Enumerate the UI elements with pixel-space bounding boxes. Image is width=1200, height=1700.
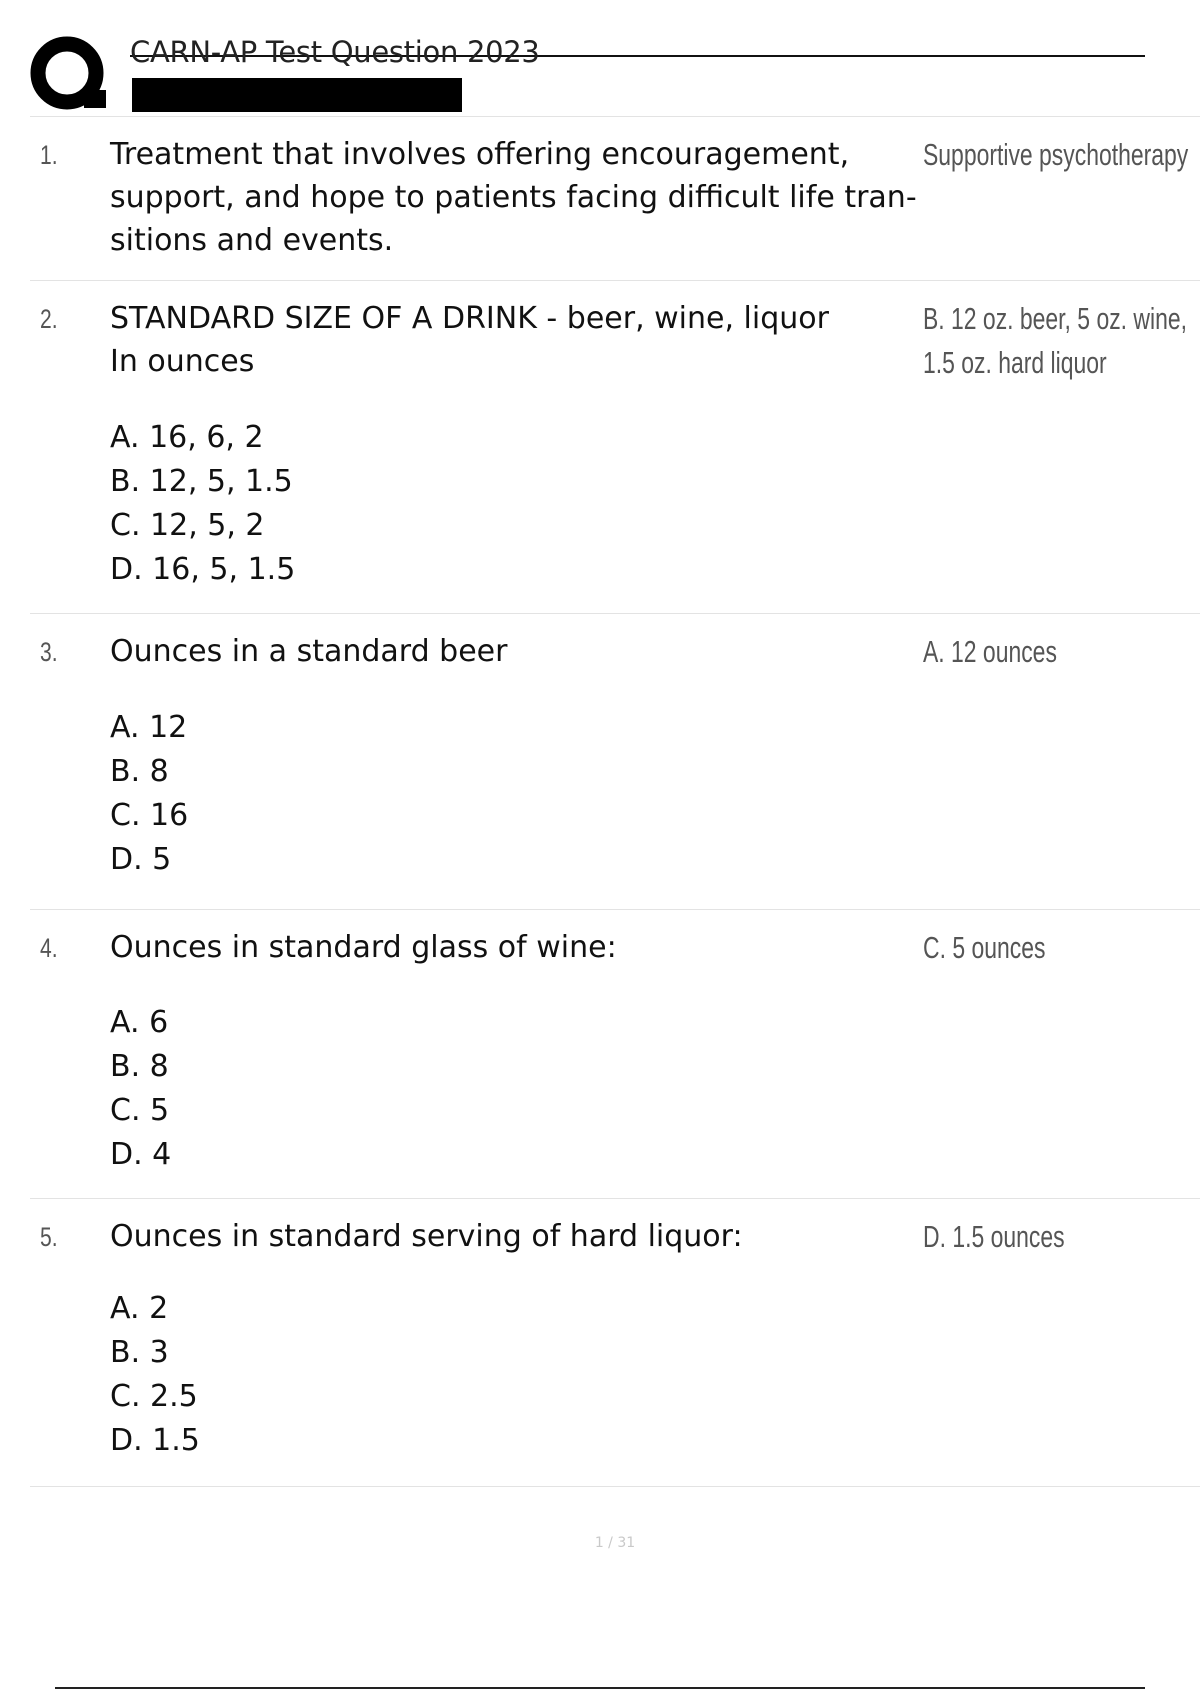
question-line: support, and hope to patients facing difficult life tran- xyxy=(110,180,917,215)
question-list xyxy=(30,116,1200,1487)
answer-line: 1.5 oz. hard liquor xyxy=(923,345,1107,380)
option-b: B. 3 xyxy=(110,1335,169,1370)
question-row-5 xyxy=(30,1199,1200,1487)
question-line: In ounces xyxy=(110,344,255,379)
question-text xyxy=(110,133,950,262)
question-number: 3. xyxy=(40,637,58,667)
question-text xyxy=(110,630,950,673)
question-line: Ounces in standard glass of wine: xyxy=(110,930,617,965)
option-b: B. 12, 5, 1.5 xyxy=(110,464,293,499)
answer-text xyxy=(923,133,1189,177)
option-c: C. 16 xyxy=(110,798,189,833)
question-row-1 xyxy=(30,117,1200,281)
option-b: B. 8 xyxy=(110,754,169,789)
page-indicator: 1 / 31 xyxy=(594,1535,636,1551)
answer-text xyxy=(923,297,1187,385)
question-line: STANDARD SIZE OF A DRINK - beer, wine, liquor xyxy=(110,301,829,336)
question-row-4 xyxy=(30,910,1200,1199)
question-line: Ounces in standard serving of hard liquor: xyxy=(110,1219,743,1254)
option-c: C. 2.5 xyxy=(110,1379,198,1414)
question-line: Ounces in a standard beer xyxy=(110,634,508,669)
question-number: 4. xyxy=(40,933,58,963)
answer-options xyxy=(110,1287,200,1463)
option-d: D. 4 xyxy=(110,1137,172,1172)
option-d: D. 16, 5, 1.5 xyxy=(110,552,296,587)
option-b: B. 8 xyxy=(110,1049,169,1084)
question-row-2 xyxy=(30,281,1200,614)
answer-options xyxy=(110,416,295,592)
question-text xyxy=(110,297,950,383)
answer-options xyxy=(110,1001,171,1177)
question-line: sitions and events. xyxy=(110,223,394,258)
question-text xyxy=(110,1215,950,1258)
answer-line: C. 5 ounces xyxy=(923,930,1046,965)
option-c: C. 5 xyxy=(110,1093,170,1128)
document-title: CARN-AP Test Question 2023 xyxy=(130,35,540,69)
answer-text xyxy=(923,926,1167,970)
option-c: C. 12, 5, 2 xyxy=(110,508,265,543)
answer-line: A. 12 ounces xyxy=(923,634,1057,669)
answer-line: Supportive psychotherapy xyxy=(923,137,1189,172)
answer-line: B. 12 oz. beer, 5 oz. wine, xyxy=(923,301,1187,336)
option-a: A. 16, 6, 2 xyxy=(110,420,264,455)
footer-rule xyxy=(55,1687,1145,1689)
question-text xyxy=(110,926,950,969)
question-number: 1. xyxy=(40,140,58,170)
document-header xyxy=(30,30,1145,115)
logo-q-icon xyxy=(30,34,112,116)
option-a: A. 6 xyxy=(110,1005,169,1040)
option-a: A. 12 xyxy=(110,710,188,745)
answer-text xyxy=(923,630,1167,674)
question-row-3 xyxy=(30,614,1200,910)
option-d: D. 1.5 xyxy=(110,1423,200,1458)
question-number: 2. xyxy=(40,304,58,334)
option-d: D. 5 xyxy=(110,842,172,877)
option-a: A. 2 xyxy=(110,1291,169,1326)
answer-options xyxy=(110,706,188,882)
answer-text xyxy=(923,1215,1167,1259)
answer-line: D. 1.5 ounces xyxy=(923,1219,1065,1254)
question-number: 5. xyxy=(40,1222,58,1252)
question-line: Treatment that involves offering encouragement, xyxy=(110,137,850,172)
redaction-bar xyxy=(132,78,462,112)
